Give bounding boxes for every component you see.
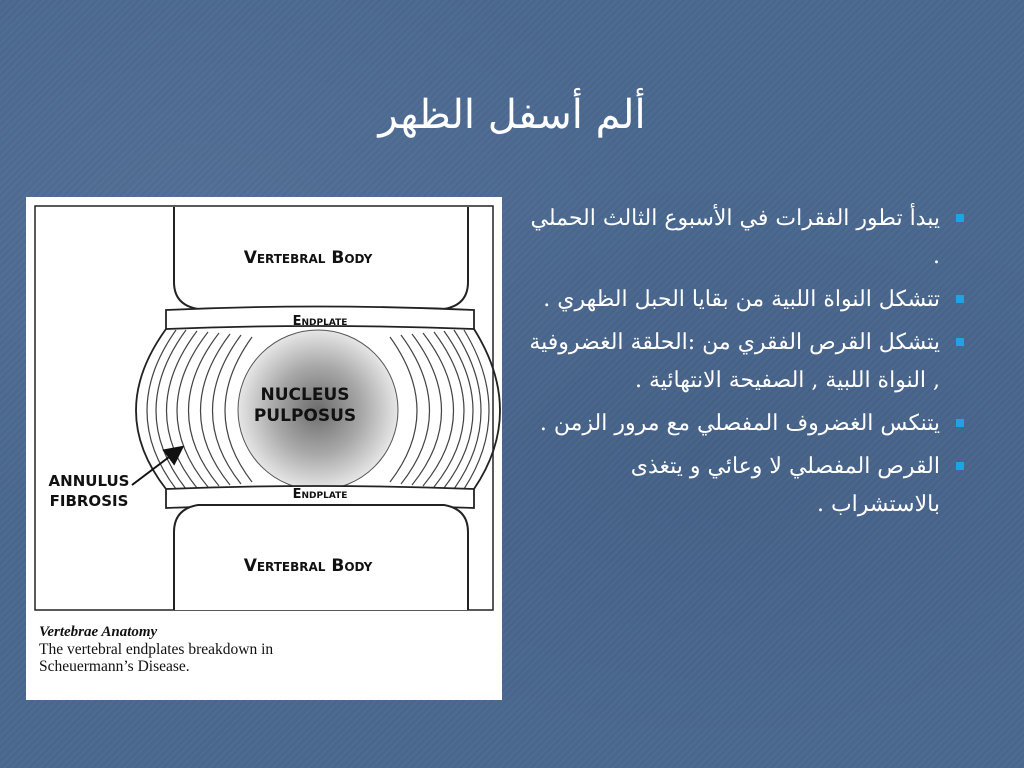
bullet-text: يتشكل القرص الفقري من :الحلقة الغضروفية , النواة اللبية , الصفيحة الانتهائية . — [529, 330, 940, 393]
bullet-item — [520, 281, 966, 319]
bullet-item — [520, 324, 966, 400]
caption-line-2: Scheuermann’s Disease. — [39, 658, 190, 676]
square-bullet-icon — [956, 214, 964, 222]
label-nucleus-line1: Nucleus — [260, 385, 350, 405]
bullet-item — [520, 200, 966, 276]
caption-title: Vertebrae Anatomy — [39, 624, 158, 640]
label-endplate-top: Endplate — [292, 314, 348, 329]
spine-diagram — [26, 197, 502, 617]
label-annulus-line1: Annulus — [48, 472, 130, 490]
square-bullet-icon — [956, 338, 964, 346]
label-endplate-bottom: Endplate — [292, 487, 348, 502]
label-nucleus-line2: Pulposus — [253, 406, 357, 426]
label-vertebral-body-bottom: Vertebral Body — [243, 556, 373, 576]
bullet-list — [520, 200, 966, 529]
bullet-item — [520, 448, 966, 524]
caption-line-1: The vertebral endplates breakdown in — [39, 640, 274, 658]
bullet-text: يتنكس الغضروف المفصلي مع مرور الزمن . — [539, 411, 940, 436]
square-bullet-icon — [956, 419, 964, 427]
bullet-item — [520, 405, 966, 443]
figure-caption — [39, 624, 489, 676]
vertebrae-anatomy-figure — [26, 197, 502, 700]
bullet-text: يبدأ تطور الفقرات في الأسبوع الثالث الحملي . — [530, 206, 940, 269]
square-bullet-icon — [956, 462, 964, 470]
slide-title: ألم أسفل الظهر — [378, 92, 646, 138]
label-vertebral-body-top: Vertebral Body — [243, 248, 373, 268]
bullet-text: تتشكل النواة اللبية من بقايا الحبل الظهري . — [543, 287, 940, 312]
bullet-text: القرص المفصلي لا وعائي و يتغذى بالاستشراب . — [630, 454, 940, 517]
square-bullet-icon — [956, 295, 964, 303]
label-annulus-line2: Fibrosis — [49, 492, 129, 510]
